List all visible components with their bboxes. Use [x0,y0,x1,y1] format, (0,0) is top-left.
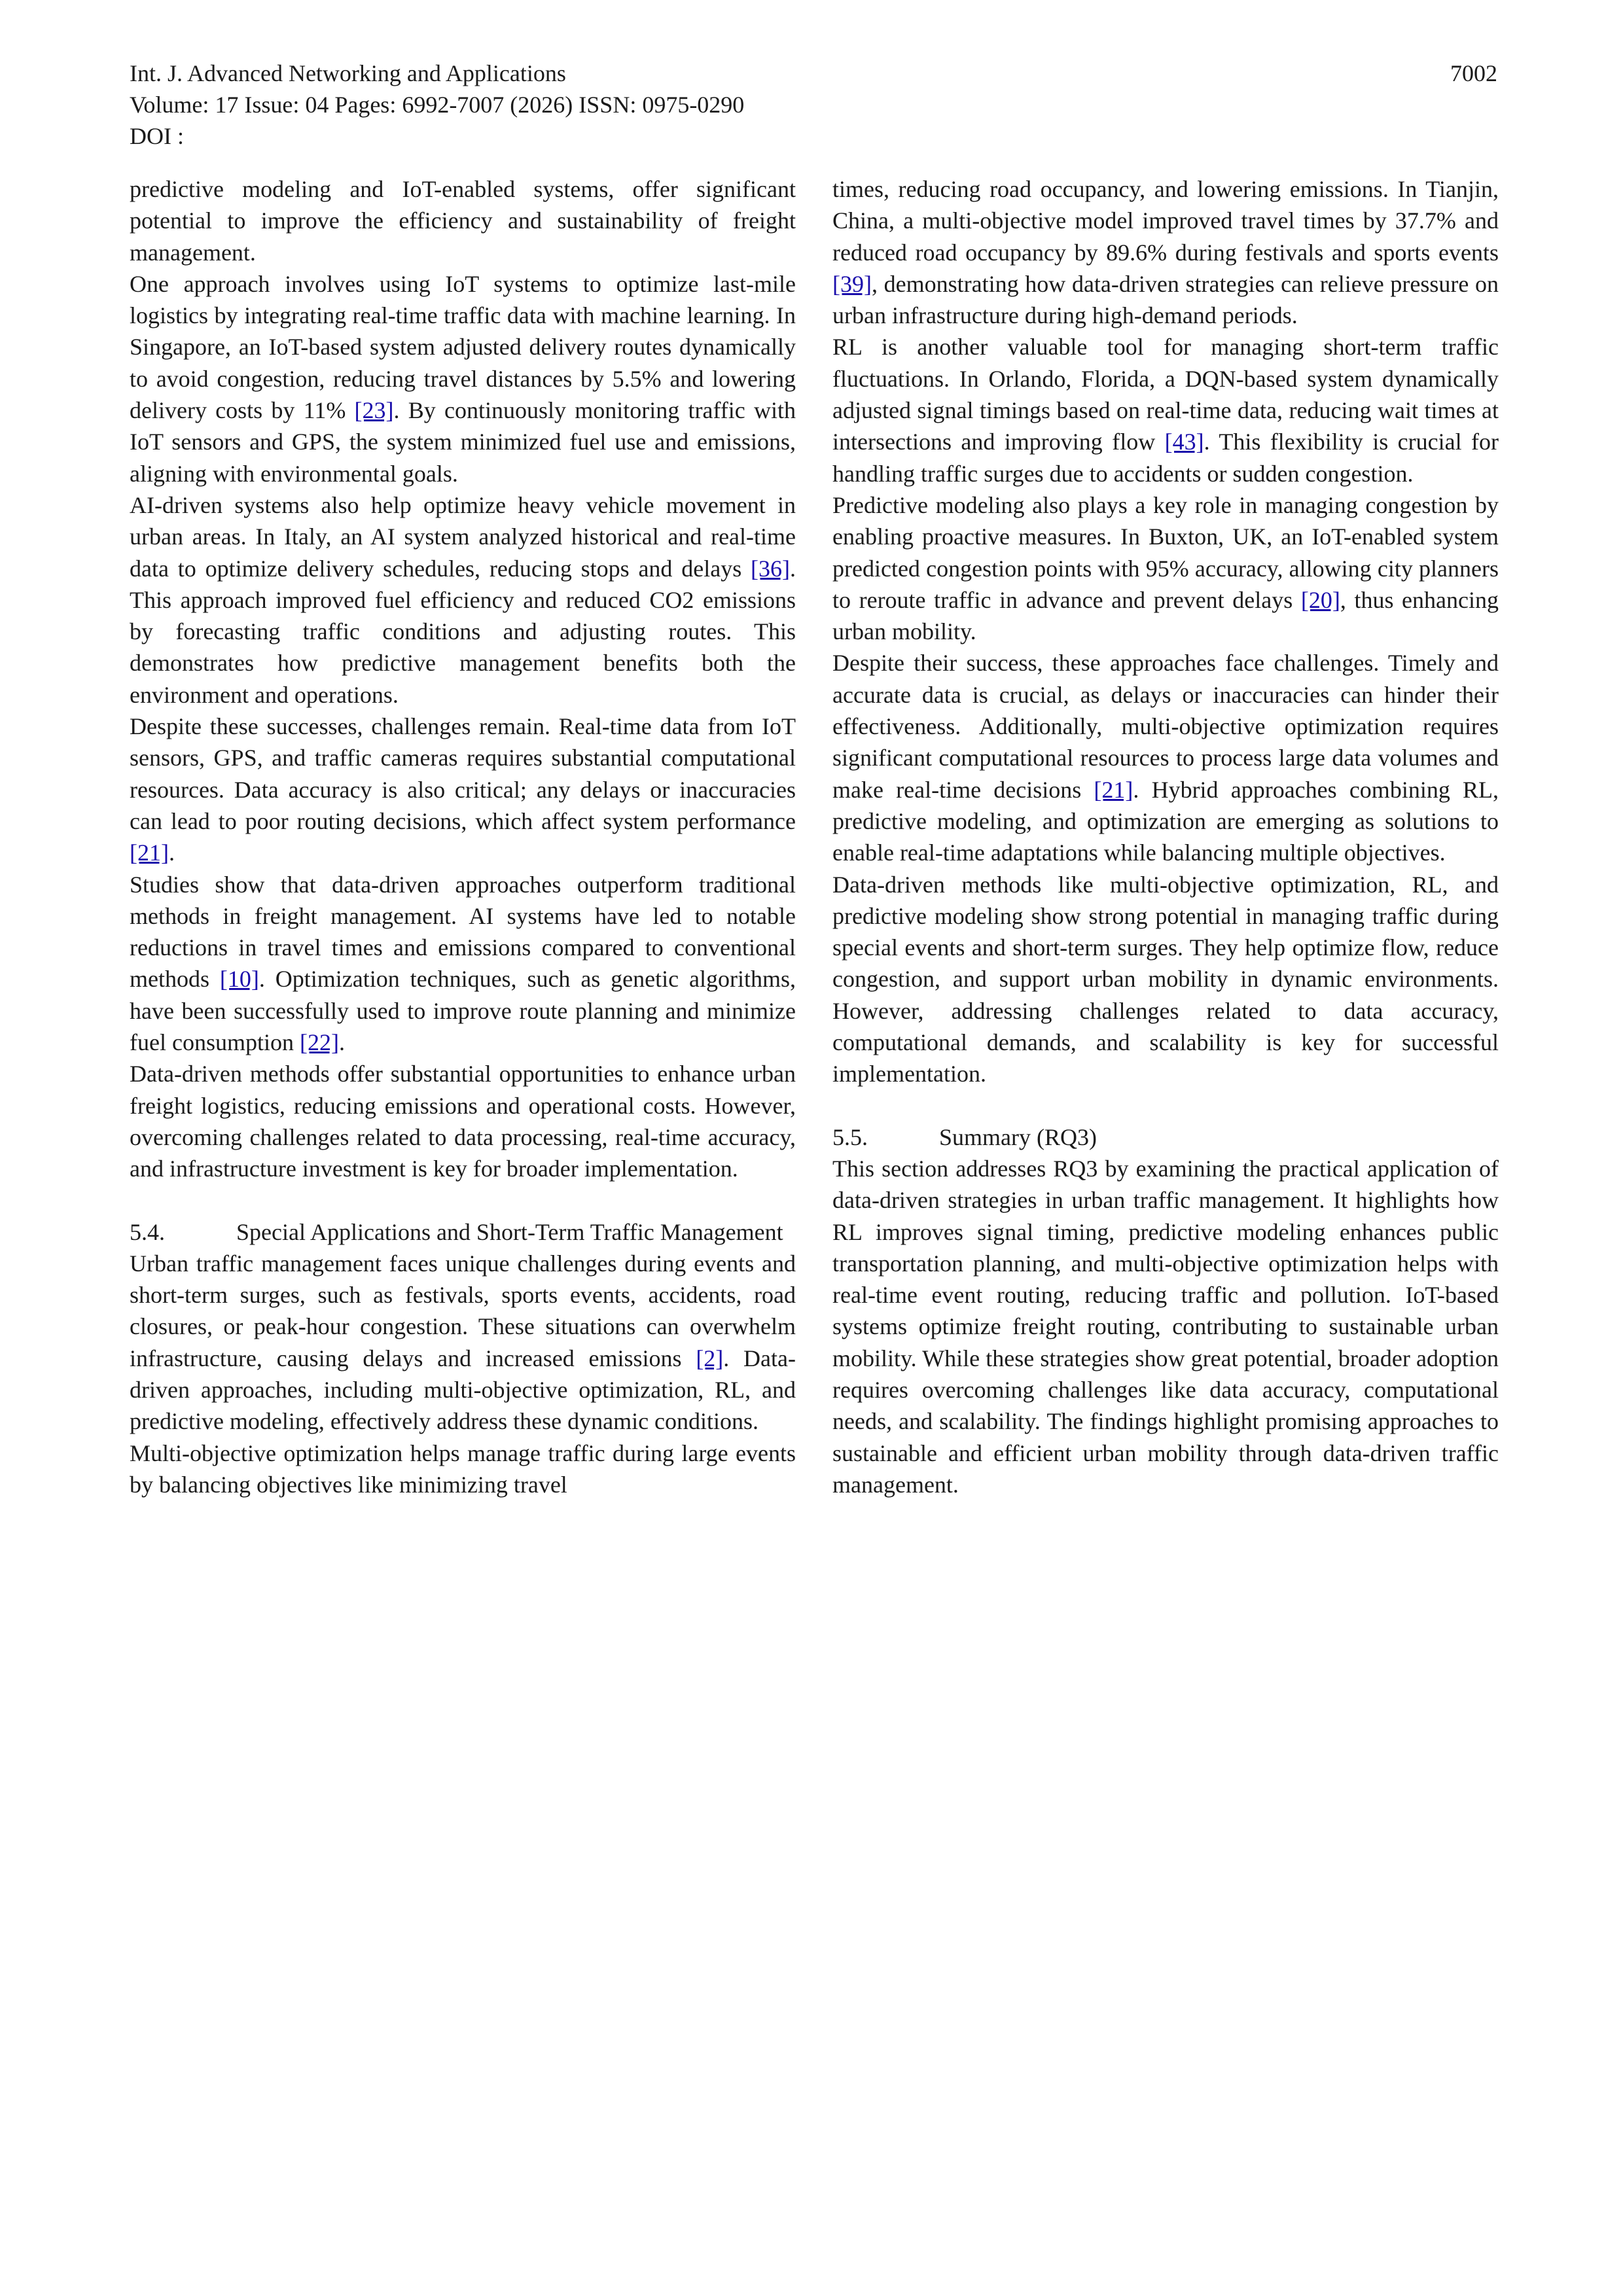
paragraph: Despite their success, these approaches face challenges. Timely and accurate data is crucial, as delays or inaccuracies can hinder their effectiveness. Additionally, multi-objective optimization requires significant computational resources to process large data volumes and make real-time decisions [21]. Hybrid approaches combining RL, predictive modeling, and optimization are emerging as solutions to enable real-time adaptations while balancing multiple objectives. [832,650,1499,866]
right-column [832,173,1499,1500]
doi-line: DOI : [130,123,184,149]
paragraph: Predictive modeling also plays a key role in managing congestion by enabling proactive measures. In Buxton, UK, an IoT-enabled system predicted congestion points with 95% accuracy, allowing city planners to reroute traffic in advance and prevent delays [20], thus enhancing urban mobility. [832,491,1499,645]
paragraph: RL is another valuable tool for managing short-term traffic fluctuations. In Orlando, Florida, a DQN-based system dynamically adjusted signal timings based on real-time data, reducing wait times at intersections and improving flow [43]. This flexibility is crucial for handling traffic surges due to accidents or sudden congestion. [832,334,1499,487]
paragraph: AI-driven systems also help optimize heavy vehicle movement in urban areas. In Italy, an AI system analyzed historical and real-time data to optimize delivery schedules, reducing stops and delays [36]. This approach improved fuel efficiency and reduced CO2 emissions by forecasting traffic conditions and adjusting routes. This demonstrates how predictive management benefits both the environment and operations. [130,491,796,708]
citation-link[interactable]: [39] [832,270,872,297]
citation-link[interactable]: [23] [354,397,394,424]
paragraph: This section addresses RQ3 by examining the practical application of data-driven strategies in urban traffic management. It highlights how RL improves signal timing, predictive modeling enhances public transportation planning, and multi-objective optimization helps with real-time event routing, reducing traffic and pollution. IoT-based systems optimize freight routing, contributing to sustainable urban mobility. While these strategies show great potential, broader adoption requires overcoming challenges like data accuracy, computational needs, and scalability. The findings highlight promising approaches to sustainable and efficient urban mobility through data-driven traffic management. [832,1155,1499,1498]
citation-link[interactable]: [2] [696,1345,724,1371]
left-column [130,173,796,1500]
paragraph: Studies show that data-driven approaches outperform traditional methods in freight management. AI systems have led to notable reductions in travel times and emissions compared to conventional methods [10]. Optimization techniques, such as genetic algorithms, have been successfully used to improve route planning and minimize fuel consumption [22]. [130,871,796,1056]
section-number: 5.4. [130,1218,165,1245]
paragraph: Urban traffic management faces unique challenges during events and short-term surges, such as festivals, sports events, accidents, road closures, or peak-hour congestion. These situations can overwhelm infrastructure, causing delays and increased emissions [2]. Data-driven approaches, including multi-objective optimization, RL, and predictive modeling, effectively address these dynamic conditions. [130,1250,796,1435]
paragraph: Data-driven methods offer substantial opportunities to enhance urban freight logistics, reducing emissions and operational costs. However, overcoming challenges related to data processing, real-time accuracy, and infrastructure investment is key for broader implementation. [130,1061,796,1182]
citation-link[interactable]: [10] [219,966,259,993]
paragraph: One approach involves using IoT systems to optimize last-mile logistics by integrating real-time traffic data with machine learning. In Singapore, an IoT-based system adjusted delivery routes dynamically to avoid congestion, reducing travel distances by 5.5% and lowering delivery costs by 11% [23]. By continuously monitoring traffic with IoT sensors and GPS, the system minimized fuel use and emissions, aligning with environmental goals. [130,270,796,487]
paragraph: predictive modeling and IoT-enabled systems, offer significant potential to improve the efficiency and sustainability of freight management. [130,176,796,266]
citation-link[interactable]: [21] [1094,776,1133,803]
section-title: Special Applications and Short-Term Traffic Management [236,1218,783,1245]
paragraph: times, reducing road occupancy, and lowering emissions. In Tianjin, China, a multi-objective model improved travel times by 37.7% and reduced road occupancy by 89.6% during festivals and sports events [39], demonstrating how data-driven strategies can relieve pressure on urban infrastructure during high-demand periods. [832,176,1499,329]
volume-info: Volume: 17 Issue: 04 Pages: 6992-7007 (2026) ISSN: 0975-0290 [130,92,745,118]
section-number: 5.5. [832,1123,868,1150]
citation-link[interactable]: [20] [1300,586,1340,613]
citation-link[interactable]: [21] [130,839,169,866]
paragraph: Multi-objective optimization helps manage traffic during large events by balancing objectives like minimizing travel [130,1439,796,1498]
section-title: Summary (RQ3) [939,1123,1097,1150]
citation-link[interactable]: [22] [299,1029,339,1056]
section-heading [832,1122,1499,1153]
page-header [130,58,1497,152]
page-number: 7002 [1450,60,1497,86]
paragraph: Data-driven methods like multi-objective optimization, RL, and predictive modeling show strong potential in managing traffic during special events and short-term surges. They help optimize flow, reduce congestion, and support urban mobility in dynamic environments. However, addressing challenges related to data accuracy, computational demands, and scalability is key for successful implementation. [832,871,1499,1087]
citation-link[interactable]: [43] [1164,429,1204,455]
paragraph: Despite these successes, challenges remain. Real-time data from IoT sensors, GPS, and traffic cameras requires substantial computational resources. Data accuracy is also critical; any delays or inaccuracies can lead to poor routing decisions, which affect system performance [21]. [130,713,796,866]
section-heading [130,1216,796,1248]
citation-link[interactable]: [36] [751,555,790,582]
journal-title: Int. J. Advanced Networking and Applications [130,60,566,86]
